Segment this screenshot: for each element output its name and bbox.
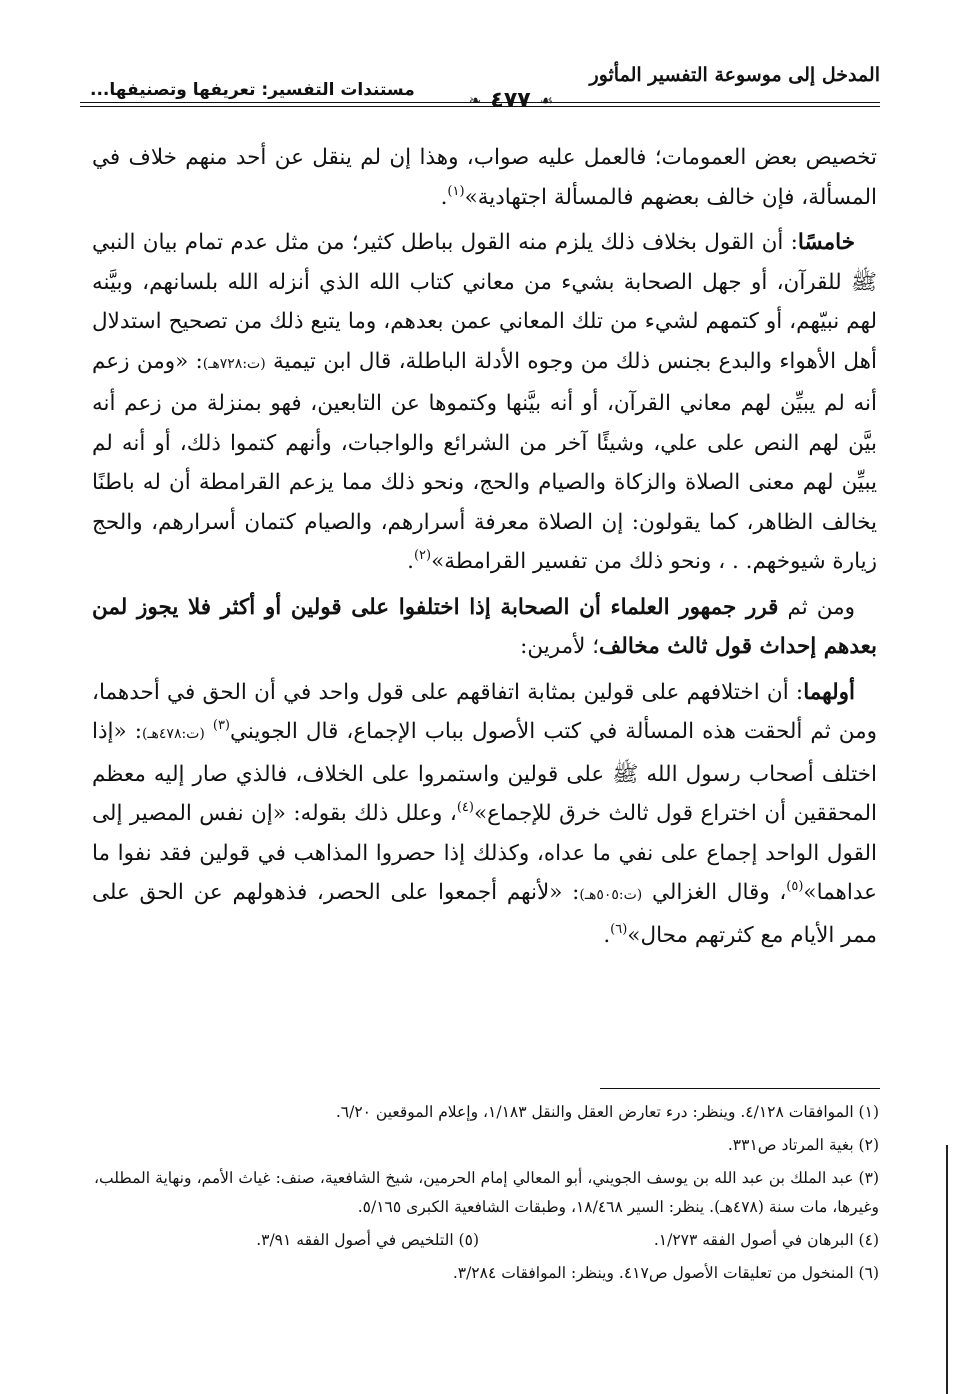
paragraph-lead: أولهما <box>803 679 855 705</box>
footnote-ref: (٥) <box>786 879 804 894</box>
footnote: (٤) البرهان في أصول الفقه ١/٢٧٣. <box>653 1231 879 1249</box>
paragraph-text: : «لأنهم أجمعوا على الحصر، فذهولهم عن الحق على ممر الأيام مع كثرتهم محال» <box>92 880 877 948</box>
ornament-icon: ❧ <box>468 91 482 110</box>
paragraph-text: ، وعلل ذلك بقوله: «إن نفس المصير إلى القول الواحد إجماع على نفي ما عداه، وكذلك إذا حصروا المذاهب في قولين فقد نفوا ما عداهما» <box>92 801 877 905</box>
paragraph-text: ومن ثم <box>787 594 855 620</box>
footnote-separator <box>600 1088 880 1089</box>
paragraph-text: تخصيص بعض العمومات؛ فالعمل عليه صواب، وهذا إن لم ينقل عن أحد منهم خلاف في المسألة، فإن خالف بعضهم فالمسألة اجتهادية» <box>92 145 877 210</box>
bold-statement: قرر جمهور العلماء أن الصحابة إذا اختلفوا على قولين أو أكثر فلا يجوز لمن بعدهم إحداث قول ثالث مخالف <box>92 594 877 659</box>
page-number: ٤٧٧ <box>490 88 531 113</box>
paragraph <box>92 673 877 956</box>
footnote-pair <box>94 1226 879 1255</box>
paragraph-text: ، وقال الغزالي <box>651 880 787 905</box>
main-text <box>92 138 877 961</box>
death-date: (ت:٧٢٨هـ) <box>202 355 266 372</box>
page-edge-line <box>946 1145 948 1394</box>
page-number-block <box>456 88 566 118</box>
running-header <box>80 58 880 113</box>
paragraph-text: : «إذا اختلف أصحاب رسول الله ﷺ على قولين واستمروا على الخلاف، فالذي صار إليه معظم المحققين أن اختراع قول ثالث خرق للإجماع» <box>92 719 877 826</box>
footnote: (٢) بغية المرتاد ص٣٣١. <box>727 1136 879 1154</box>
paragraph-text: : أن اختلافهم على قولين بمثابة اتفاقهم على قول واحد في أن الحق في أحدهما، ومن ثم ألحقت هذه المسألة في كتب الأصول بباب الإجماع، قال الجويني <box>92 679 877 744</box>
book-title: المدخل إلى موسوعة التفسير المأثور <box>589 64 880 86</box>
paragraph <box>92 588 877 667</box>
ornament-icon: ☙ <box>539 91 554 110</box>
footnote: (٦) المنخول من تعليقات الأصول ص٤١٧. وينظر: الموافقات ٣/٢٨٤. <box>452 1264 879 1282</box>
footnote: (٥) التلخيص في أصول الفقه ٣/٩١. <box>256 1231 479 1249</box>
paragraph <box>92 223 877 582</box>
footnote: (٣) عبد الملك بن عبد الله بن يوسف الجويني، أبو المعالي إمام الحرمين، شيخ الشافعية، صنف: غياث الأمم، ونهاية المطلب، وغيرها، مات سنة (٤٧٨هـ). ينظر: السير ١٨/٤٦٨، وطبقات الشافعية الكبرى ٥/١٦٥. <box>94 1169 879 1216</box>
paragraph-text: . <box>603 922 611 948</box>
header-rule <box>80 102 880 103</box>
footnote-ref: (٢) <box>413 548 432 563</box>
paragraph-text: : «ومن زعم أنه لم يبيِّن لهم معاني القرآن، أو أنه بيَّنها وكتموها عن التابعين، فهو بمنزلة من زعم أنه بيَّن لهم النص على علي، وشيئًا آخر من الشرائع والواجبات، وأنهم كتموا ذلك، أو أنه لم يبيِّن لهم معنى الصلاة والزكاة والصيام والحج، ونحو ذلك مما يزعم القرامطة أن له باطنًا يخالف الظاهر، كما يقولون: إن الصلاة معرفة أسرارهم، والصيام كتمان أسرارهم، والحج زيارة شيوخهم. . ، ونحو ذلك من تفسير القرامطة» <box>92 348 877 574</box>
paragraph-text: . <box>440 184 448 210</box>
footnote-ref: (١) <box>447 183 465 199</box>
footnote: (١) الموافقات ٤/١٢٨. وينظر: درء تعارض العقل والنقل ١/١٨٣، وإعلام الموقعين ٦/٢٠. <box>335 1103 879 1121</box>
paragraph-lead: خامسًا <box>797 230 855 255</box>
chapter-title: مستندات التفسير: تعريفها وتصنيفها... <box>90 80 415 100</box>
footnote-ref: (٦) <box>610 921 628 937</box>
paragraph <box>92 138 877 217</box>
death-date: (ت:٥٠٥هـ) <box>579 887 643 903</box>
death-date: (ت:٤٧٨هـ) <box>141 726 205 742</box>
footnotes <box>94 1098 879 1292</box>
paragraph-text: . <box>407 549 414 574</box>
footnote-ref: (٣) <box>212 718 230 733</box>
footnote-ref: (٤) <box>456 800 474 815</box>
paragraph-text: ؛ لأمرين: <box>520 634 600 659</box>
paragraph-text: : أن القول بخلاف ذلك يلزم منه القول بباطل كثير؛ من مثل عدم تمام بيان النبي ﷺ للقرآن، أو جهل الصحابة بشيء من معاني كتاب الله الذي أنزله الله بلسانهم، وبيَّنه لهم نبيّهم، أو كتمهم لشيء من تلك المعاني عمن بعدهم، وما يتبع ذلك من تصحيح استدلال أهل الأهواء والبدع بجنس ذلك من وجوه الأدلة الباطلة، قال ابن تيمية <box>92 230 877 374</box>
header-rule <box>80 106 880 107</box>
